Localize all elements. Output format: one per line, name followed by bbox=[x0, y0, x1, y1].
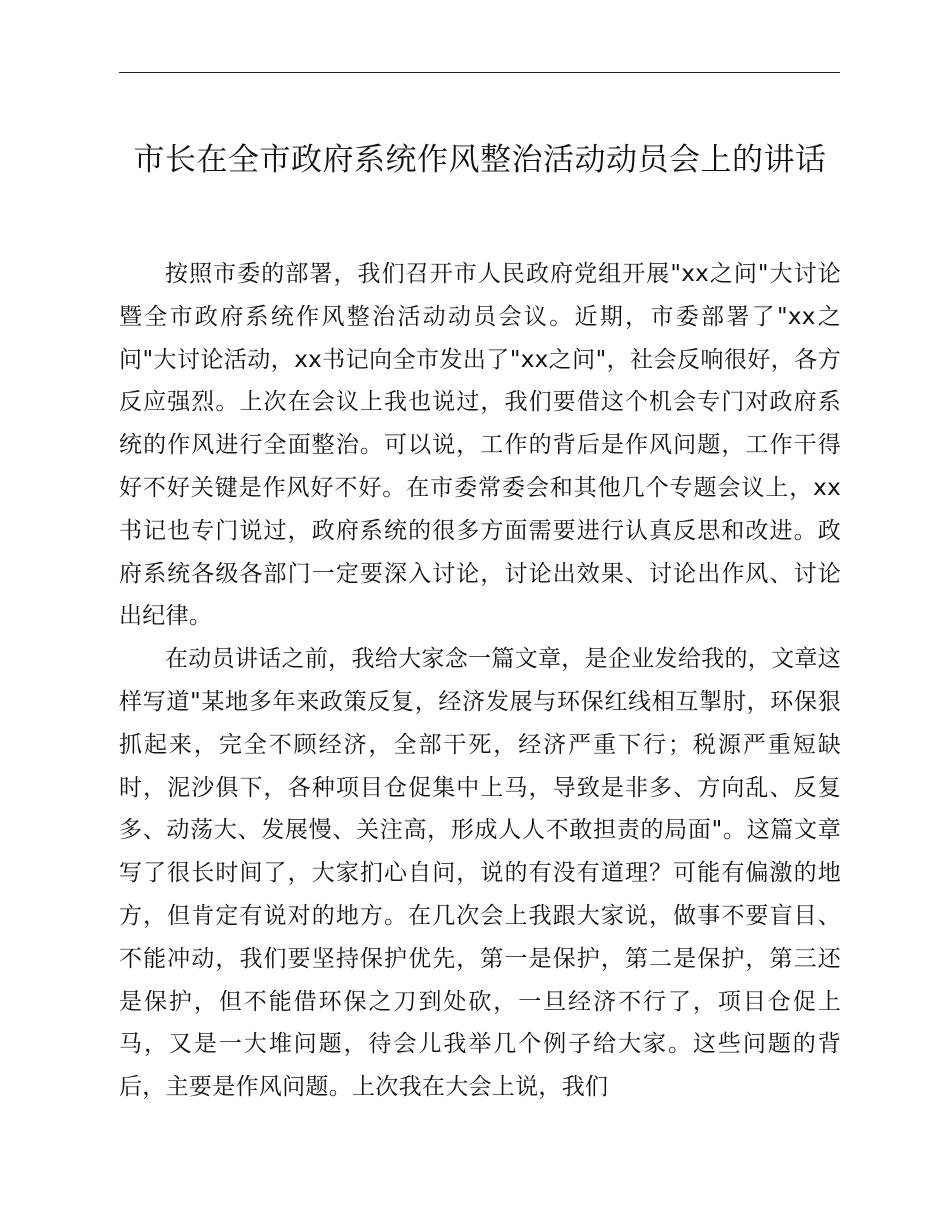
document-title: 市长在全市政府系统作风整治活动动员会上的讲话 bbox=[133, 142, 827, 178]
paragraph-2: 在动员讲话之前，我给大家念一篇文章，是企业发给我的，文章这样写道"某地多年来政策反复，经济发展与环保红线相互掣肘，环保狠抓起来，完全不顾经济，全部干死，经济严重下行；税源严重短缺时，泥沙俱下，各种项目仓促集中上马，导致是非多、方向乱、反复多、动荡大、发展慢、关注高，形成人人不敢担责的局面"。这篇文章写了很长时间了，大家扪心自问，说的有没有道理？可能有偏激的地方，但肯定有说对的地方。在几次会上我跟大家说，做事不要盲目、不能冲动，我们要坚持保护优先，第一是保护，第二是保护，第三还是保护，但不能借环保之刀到处砍，一旦经济不行了，项目仓促上马，又是一大堆问题，待会儿我举几个例子给大家。这些问题的背后，主要是作风问题。上次我在大会上说，我们 bbox=[119, 646, 841, 1101]
paragraph-1: 按照市委的部署，我们召开市人民政府党组开展"xx之问"大讨论暨全市政府系统作风整治活动动员会议。近期，市委部署了"xx之问"大讨论活动，xx书记向全市发出了"xx之问"，社会反响很好，各方反应强烈。上次在会议上我也说过，我们要借这个机会专门对政府系统的作风进行全面整治。可以说，工作的背后是作风问题，工作干得好不好关键是作风好不好。在市委常委会和其他几个专题会议上，xx书记也专门说过，政府系统的很多方面需要进行认真反思和改进。政府系统各级各部门一定要深入讨论，讨论出效果、讨论出作风、讨论出纪律。 bbox=[119, 261, 841, 630]
document-body bbox=[119, 253, 841, 1109]
header-rule bbox=[119, 72, 840, 73]
